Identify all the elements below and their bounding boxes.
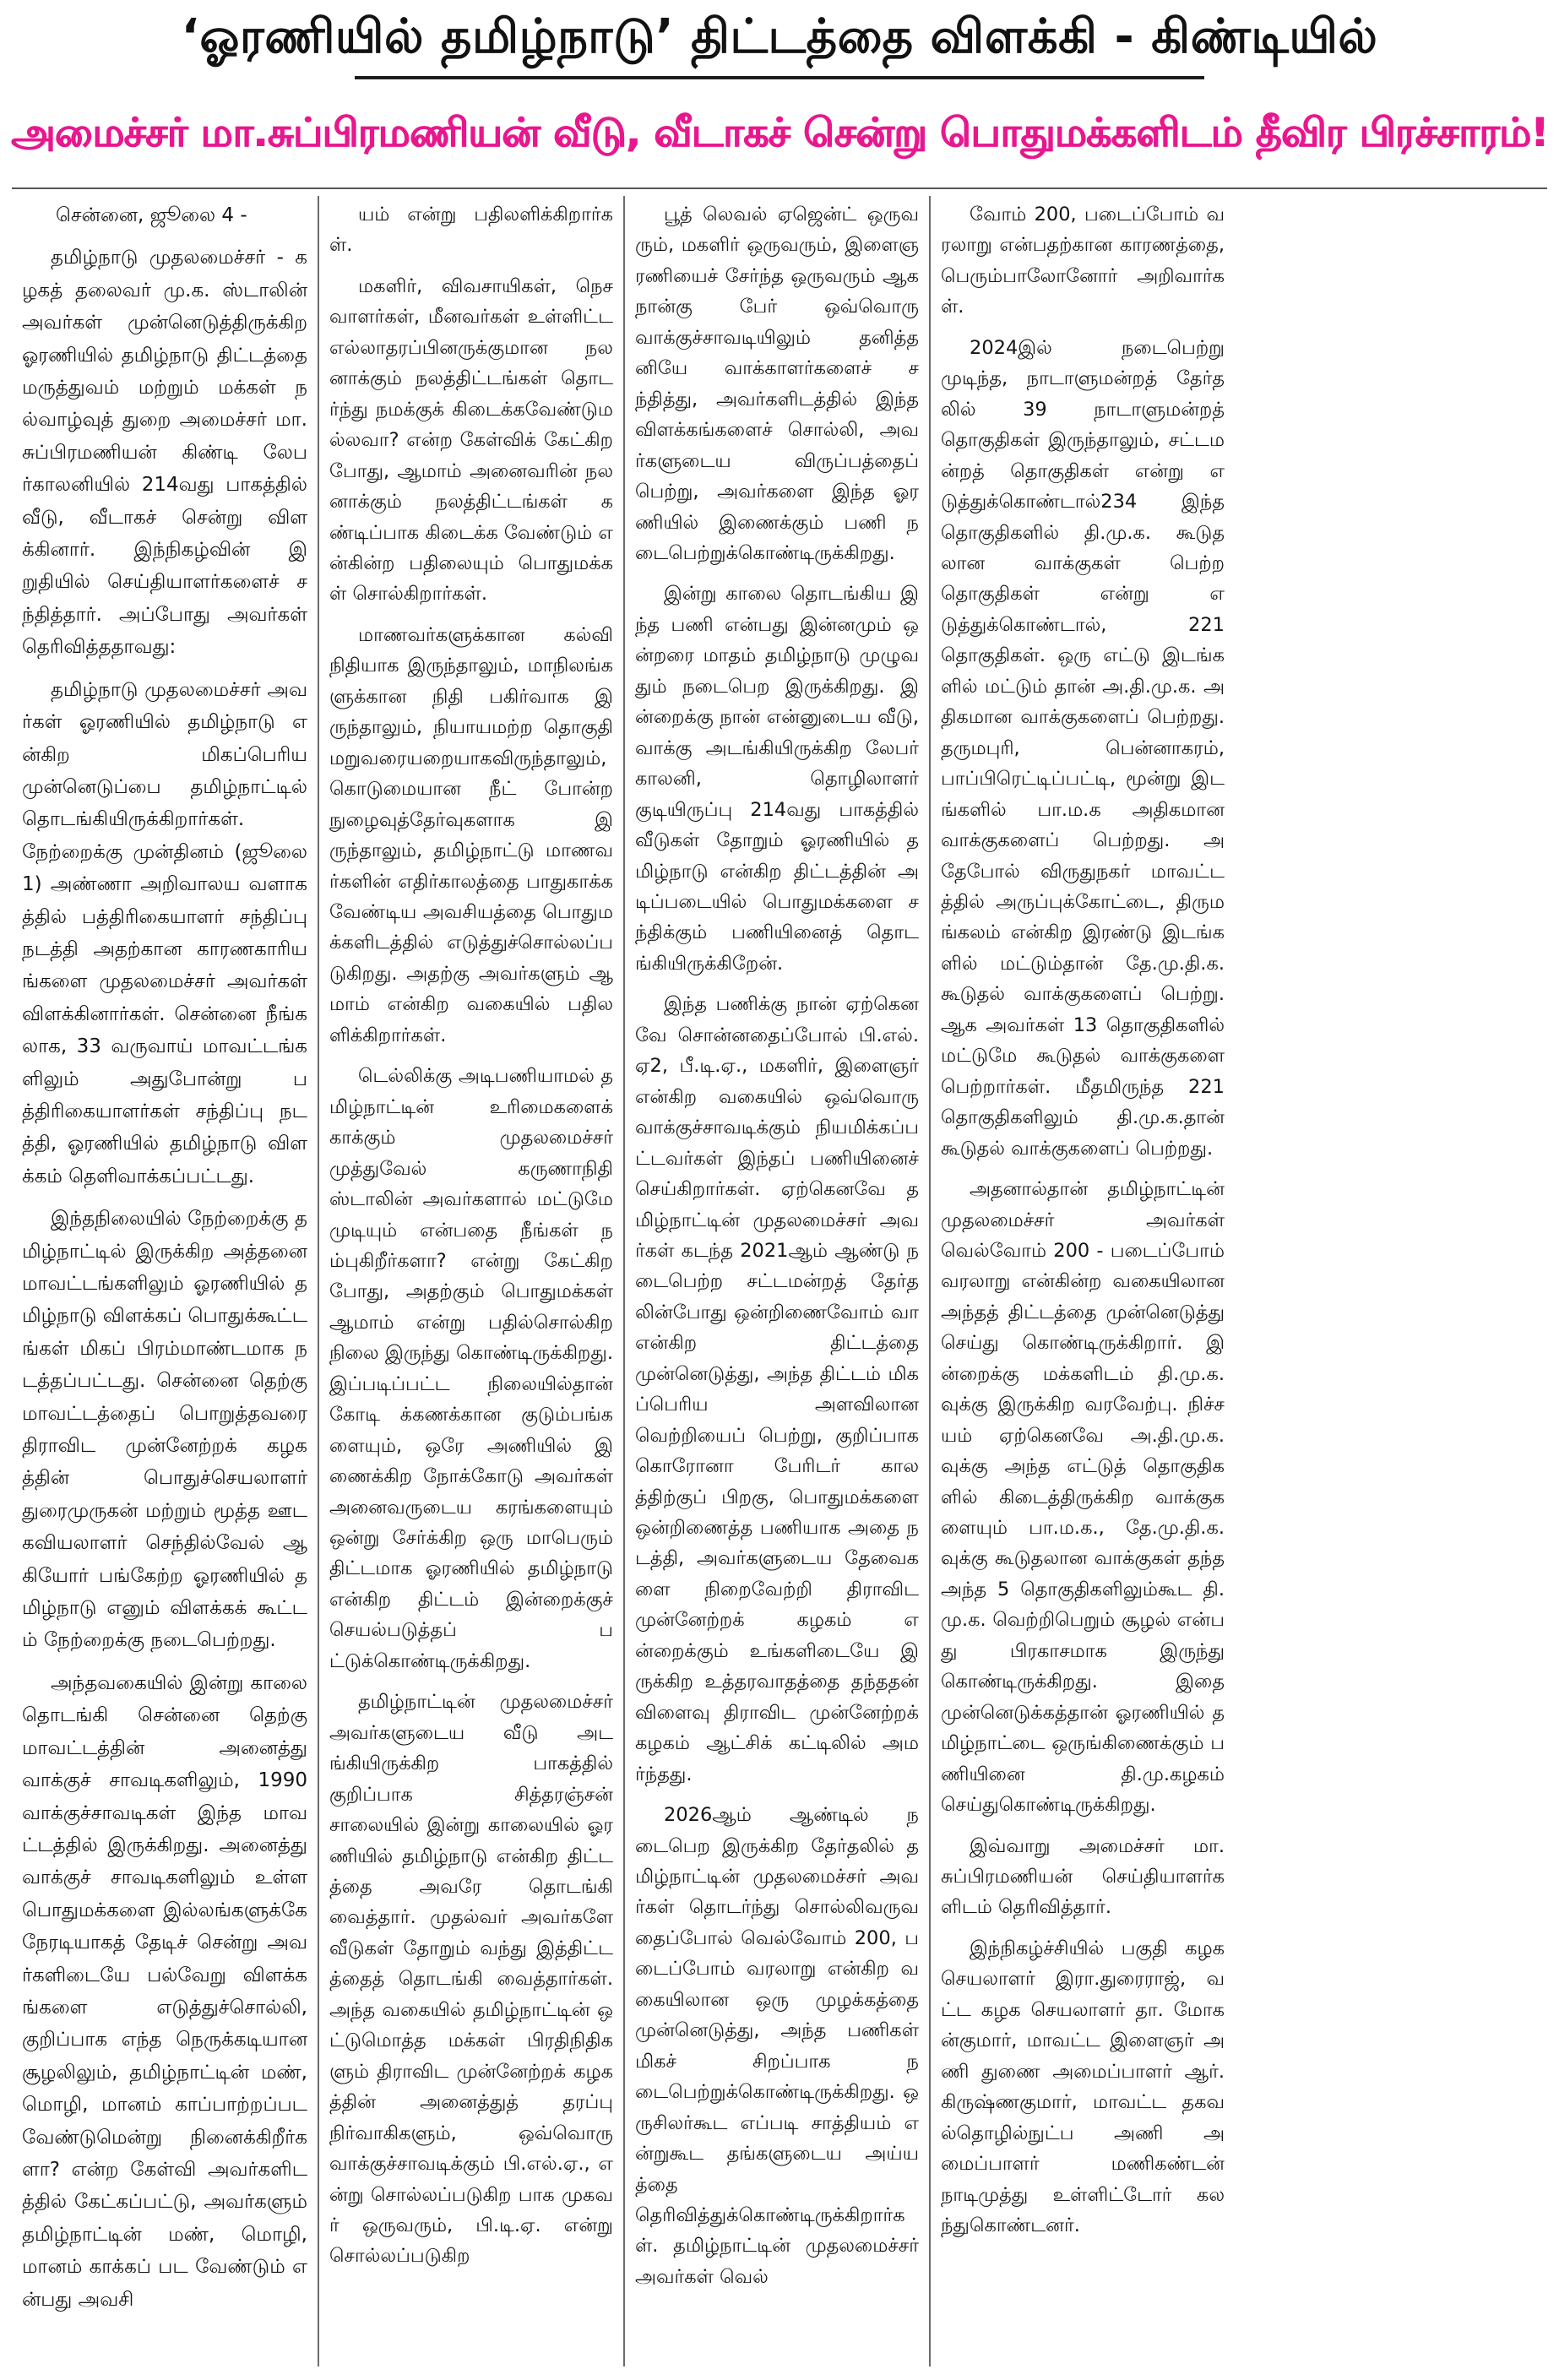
paragraph: இந்நிகழ்ச்சியில் பகுதி கழக செயலாளர் இரா.துரைராஜ், வட்ட கழக செயலாளர் தா. மோகன்குமார், மாவட்ட இளைஞர் அணி துணை அமைப்பாளர் ஆர்.கிருஷ்ணகுமார், மாவட்ட தகவல்தொழில்நுட்ப அணி அமைப்பாளர் மணிகண்டன் நாடிமுத்து உள்ளிட்டோர் கலந்துகொண்டனர். xyxy=(941,1937,1225,2236)
article-kicker: ‘ஓரணியில் தமிழ்நாடு’ திட்டத்தை விளக்கி - கிண்டியில் xyxy=(181,9,1378,64)
article-headline: அமைச்சர் மா.சுப்பிரமணியன் வீடு, வீடாகச் சென்று பொதுமக்களிடம் தீவிர பிரச்சாரம்! xyxy=(10,109,1549,156)
headline-divider xyxy=(12,187,1547,189)
paragraph: இன்று காலை தொடங்கிய இந்த பணி என்பது இன்னமும் ஒன்றரை மாதம் தமிழ்நாடு முழுவதும் நடைபெற இருக்கிறது. இன்றைக்கு நான் என்னுடைய வீடு, வாக்கு அடங்கியிருக்கிற லேபர் காலனி, தொழிலாளர் குடியிருப்பு 214வது பாகத்தில் வீடுகள் தோறும் ஓரணியில் தமிழ்நாடு என்கிற திட்டத்தின் அடிப்படையில் பொதுமக்களை சந்திக்கும் பணியினைத் தொடங்கியிருக்கிறேன். xyxy=(635,583,919,975)
article-column-4 xyxy=(929,196,1235,2366)
paragraph: தமிழ்நாடு முதலமைச்சர் அவர்கள் ஓரணியில் தமிழ்நாடு என்கிற மிகப்பெரிய முன்னெடுப்பை தமிழ்நாட்டில் தொடங்கியிருக்கிறார்கள். நேற்றைக்கு முன்தினம் (ஜூலை 1) அண்ணா அறிவாலய வளாகத்தில் பத்திரிகையாளர் சந்திப்பு நடத்தி அதற்கான காரணகாரியங்களை முதலமைச்சர் அவர்கள் விளக்கினார்கள். சென்னை நீங்கலாக, 33 வருவாய் மாவட்டங்களிலும் அதுபோன்று பத்திரிகையாளர்கள் சந்திப்பு நடத்தி, ஓரணியில் தமிழ்நாடு விளக்கம் தெளிவாக்கப்பட்டது. xyxy=(22,678,307,1187)
paragraph: அந்தவகையில் இன்று காலை தொடங்கி சென்னை தெற்கு மாவட்டத்தின் அனைத்து வாக்குச் சாவடிகளிலும், 1990 வாக்குச்சாவடிகள் இந்த மாவட்டத்தில் இருக்கிறது. அனைத்து வாக்குச் சாவடிகளிலும் உள்ள பொதுமக்களை இல்லங்களுக்கே நேரடியாகத் தேடிச் சென்று அவர்களிடையே பல்வேறு விளக்கங்களை எடுத்துச்சொல்லி, குறிப்பாக எந்த நெருக்கடியான சூழலிலும், தமிழ்நாட்டின் மண், மொழி, மானம் காப்பாற்றப்பட வேண்டுமென்று நினைக்கிறீர்களா? என்ற கேள்வி அவர்களிடத்தில் கேட்கப்பட்டு, அவர்களும் தமிழ்நாட்டின் மண், மொழி, மானம் காக்கப் பட வேண்டும் என்பது அவசி xyxy=(22,1671,307,2311)
article-column-1 xyxy=(12,196,318,2366)
article-body xyxy=(12,196,1547,2366)
paragraph: தமிழ்நாட்டின் முதலமைச்சர் அவர்களுடைய வீடு அடங்கியிருக்கிற பாகத்தில் குறிப்பாக சித்தரஞ்சன் சாலையில் இன்று காலையில் ஓரணியில் தமிழ்நாடு என்கிற திட்டத்தை அவரே தொடங்கி வைத்தார். முதல்வர் அவர்களே வீடுகள் தோறும் வந்து இத்திட்டத்தைத் தொடங்கி வைத்தார்கள். அந்த வகையில் தமிழ்நாட்டின் ஒட்டுமொத்த மக்கள் பிரதிநிதிகளும் திராவிட முன்னேற்றக் கழகத்தின் அனைத்துத் தரப்பு நிர்வாகிகளும், ஒவ்வொரு வாக்குச்சாவடிக்கும் பி.எல்.ஏ., என்று சொல்லப்படுகிற பாக முகவர் ஒருவரும், பி.டி.ஏ. என்று சொல்லப்படுகிற xyxy=(329,1691,613,2268)
paragraph: இந்த பணிக்கு நான் ஏற்கெனவே சொன்னதைப்போல் பி.எல்.ஏ2, பீ.டி.ஏ., மகளிர், இளைஞர் என்கிற வகையில் ஒவ்வொரு வாக்குச்சாவடிக்கும் நியமிக்கப்பட்டவர்கள் இந்தப் பணியினைச் செய்கிறார்கள். ஏற்கெனவே தமிழ்நாட்டின் முதலமைச்சர் அவர்கள் கடந்த 2021ஆம் ஆண்டு நடைபெற்ற சட்டமன்றத் தேர்தலின்போது ஒன்றிணைவோம் வா என்கிற திட்டத்தை முன்னெடுத்து, அந்த திட்டம் மிகப்பெரிய அளவிலான வெற்றியைப் பெற்று, குறிப்பாக கொரோனா பேரிடர் காலத்திற்குப் பிறகு, பொதுமக்களை ஒன்றிணைத்த பணியாக அதை நடத்தி, அவர்களுடைய தேவைகளை நிறைவேற்றி திராவிட முன்னேற்றக் கழகம் என்றைக்கும் உங்களிடையே இருக்கிற உத்தரவாதத்தை தந்ததன் விளைவு திராவிட முன்னேற்றக் கழகம் ஆட்சிக் கட்டிலில் அமர்ந்தது. xyxy=(635,993,919,1785)
paragraph: அதனால்தான் தமிழ்நாட்டின் முதலமைச்சர் அவர்கள் வெல்வோம் 200 - படைப்போம் வரலாறு என்கின்ற வகையிலான அந்தத் திட்டத்தை முன்னெடுத்து செய்து கொண்டிருக்கிறார். இன்றைக்கு மக்களிடம் தி.மு.க.வுக்கு இருக்கிற வரவேற்பு. நிச்சயம் ஏற்கெனவே அ.தி.மு.க.வுக்கு அந்த எட்டுத் தொகுதிகளில் கிடைத்திருக்கிற வாக்குகளையும் பா.ம.க., தே.மு.தி.க.வுக்கு கூடுதலான வாக்குகள் தந்த அந்த 5 தொகுதிகளிலும்கூட தி.மு.க. வெற்றிபெறும் சூழல் என்பது பிரகாசமாக இருந்து கொண்டிருக்கிறது. இதை முன்னெடுக்கத்தான் ஓரணியில் தமிழ்நாட்டை ஒருங்கிணைக்கும் பணியினை தி.மு.கழகம் செய்துகொண்டிருக்கிறது. xyxy=(941,1178,1225,1817)
paragraph: பூத் லெவல் ஏஜென்ட் ஒருவரும், மகளிர் ஒருவரும், இளைஞரணியைச் சேர்ந்த ஒருவரும் ஆக நான்கு பேர் ஒவ்வொரு வாக்குச்சாவடியிலும் தனித்தனியே வாக்காளர்களைச் சந்தித்து, அவர்களிடத்தில் இந்த விளக்கங்களைச் சொல்லி, அவர்களுடைய விருப்பத்தைப் பெற்று, அவர்களை இந்த ஓரணியில் இணைக்கும் பணி நடைபெற்றுக்கொண்டிருக்கிறது. xyxy=(635,204,919,564)
article-column-3 xyxy=(623,196,929,2366)
dateline: சென்னை, ஜூலை 4 - xyxy=(56,204,247,226)
paragraph: மாணவர்களுக்கான கல்வி நிதியாக இருந்தாலும், மாநிலங்களுக்கான நிதி பகிர்வாக இருந்தாலும், நியாயமற்ற தொகுதி மறுவரையறையாகவிருந்தாலும், கொடுமையான நீட் போன்ற நுழைவுத்தேர்வுகளாக இருந்தாலும், தமிழ்நாட்டு மாணவர்களின் எதிர்காலத்தை பாதுகாக்க வேண்டிய அவசியத்தை பொதுமக்களிடத்தில் எடுத்துச்சொல்லப்படுகிறது. அதற்கு அவர்களும் ஆமாம் என்கிற வகையில் பதிலளிக்கிறார்கள். xyxy=(329,623,613,1046)
paragraph: வோம் 200, படைப்போம் வரலாறு என்பதற்கான காரணத்தை, பெரும்பாலோனோர் அறிவார்கள். xyxy=(941,204,1225,318)
paragraph: மகளிர், விவசாயிகள், நெசவாளர்கள், மீனவர்கள் உள்ளிட்ட எல்லாதரப்பினருக்குமான நலனாக்கும் நலத்திட்டங்கள் தொடர்ந்து நமக்குக் கிடைக்கவேண்டுமல்லவா? என்ற கேள்விக் கேட்கிறபோது, ஆமாம் அனைவரின் நலனாக்கும் நலத்திட்டங்கள் கண்டிப்பாக கிடைக்க வேண்டும் என்கின்ற பதிலையும் பொதுமக்கள் சொல்கிறார்கள். xyxy=(329,274,613,606)
paragraph: டெல்லிக்கு அடிபணியாமல் தமிழ்நாட்டின் உரிமைகளைக் காக்கும் முதலமைச்சர் முத்துவேல் கருணாநிதி ஸ்டாலின் அவர்களால் மட்டுமே முடியும் என்பதை நீங்கள் நம்புகிறீர்களா? என்று கேட்கிறபோது, அதற்கும் பொதுமக்கள் ஆமாம் என்று பதில்சொல்கிற நிலை இருந்து கொண்டிருக்கிறது. இப்படிப்பட்ட நிலையில்தான் கோடி க்கணக்கான குடும்பங்களையும், ஒரே அணியில் இணைக்கிற நோக்கோடு அவர்கள் அனைவருடைய கரங்களையும் ஒன்று சேர்க்கிற ஒரு மாபெரும் திட்டமாக ஓரணியில் தமிழ்நாடு என்கிற திட்டம் இன்றைக்குச் செயல்படுத்தப் பட்டுக்கொண்டிருக்கிறது. xyxy=(329,1065,613,1672)
paragraph: 2024இல் நடைபெற்று முடிந்த, நாடாளுமன்றத் தேர்தலில் 39 நாடாளுமன்றத் தொகுதிகள் இருந்தாலும், சட்டமன்றத் தொகுதிகள் என்று எடுத்துக்கொண்டால்234 இந்த தொகுதிகளில் தி.மு.க. கூடுதலான வாக்குகள் பெற்ற தொகுதிகள் என்று எடுத்துக்கொண்டால், 221 தொகுதிகள். ஒரு எட்டு இடங்களில் மட்டும் தான் அ.தி.மு.க. அதிகமான வாக்குகளைப் பெற்றது. தருமபுரி, பென்னாகரம், பாப்பிரெட்டிப்பட்டி, மூன்று இடங்களில் பா.ம.க அதிகமான வாக்குகளைப் பெற்றது. அதேபோல் விருதுநகர் மாவட்டத்தில் அருப்புக்கோட்டை, திருமங்கலம் என்கிற இரண்டு இடங்களில் மட்டும்தான் தே.மு.தி.க. கூடுதல் வாக்குகளைப் பெற்று. ஆக அவர்கள் 13 தொகுதிகளில் மட்டுமே கூடுதல் வாக்குகளை பெற்றார்கள். மீதமிருந்த 221 தொகுதிகளிலும் தி.மு.க.தான் கூடுதல் வாக்குகளைப் பெற்றது. xyxy=(941,336,1225,1160)
paragraph: இந்தநிலையில் நேற்றைக்கு தமிழ்நாட்டில் இருக்கிற அத்தனை மாவட்டங்களிலும் ஓரணியில் தமிழ்நாடு விளக்கப் பொதுக்கூட்டங்கள் மிகப் பிரம்மாண்டமாக நடத்தப்பட்டது. சென்னை தெற்கு மாவட்டத்தைப் பொறுத்தவரை திராவிட முன்னேற்றக் கழகத்தின் பொதுச்செயலாளர் துரைமுருகன் மற்றும் மூத்த ஊடகவியலாளர் செந்தில்வேல் ஆகியோர் பங்கேற்ற ஓரணியில் தமிழ்நாடு எனும் விளக்கக் கூட்டம் நேற்றைக்கு நடைபெற்றது. xyxy=(22,1208,307,1652)
paragraph: 2026ஆம் ஆண்டில் நடைபெற இருக்கிற தேர்தலில் தமிழ்நாட்டின் முதலமைச்சர் அவர்கள் தொடர்ந்து சொல்லிவருவதைப்போல் வெல்வோம் 200, படைப்போம் வரலாறு என்கிற வகையிலான ஒரு முழக்கத்தை முன்னெடுத்து, அந்த பணிகள் மிகச் சிறப்பாக நடைபெற்றுக்கொண்டிருக்கிறது. ஒருசிலர்கூட எப்படி சாத்தியம் என்றுகூட தங்களுடைய அய்யத்தை தெரிவித்துக்கொண்டிருக்கிறார்கள். தமிழ்நாட்டின் முதலமைச்சர் அவர்கள் வெல் xyxy=(635,1804,919,2288)
paragraph: யம் என்று பதிலளிக்கிறார்கள். xyxy=(329,204,613,257)
kicker-underline xyxy=(355,76,1204,79)
paragraph: இவ்வாறு அமைச்சர் மா.சுப்பிரமணியன் செய்தியாளர்களிடம் தெரிவித்தார். xyxy=(941,1834,1225,1919)
paragraph: தமிழ்நாடு முதலமைச்சர் - கழகத் தலைவர் மு.க. ஸ்டாலின் அவர்கள் முன்னெடுத்திருக்கிற ஓரணியில் தமிழ்நாடு திட்டத்தை மருத்துவம் மற்றும் மக்கள் நல்வாழ்வுத் துறை அமைச்சர் மா.சுப்பிரமணியன் கிண்டி லேபர்காலனியில் 214வது பாகத்தில் வீடு, வீடாகச் சென்று விளக்கினார். இந்நிகழ்வின் இறுதியில் செய்தியாளர்களைச் சந்தித்தார். அப்போது அவர்கள் தெரிவித்ததாவது: xyxy=(22,247,307,659)
article-column-2 xyxy=(318,196,623,2366)
